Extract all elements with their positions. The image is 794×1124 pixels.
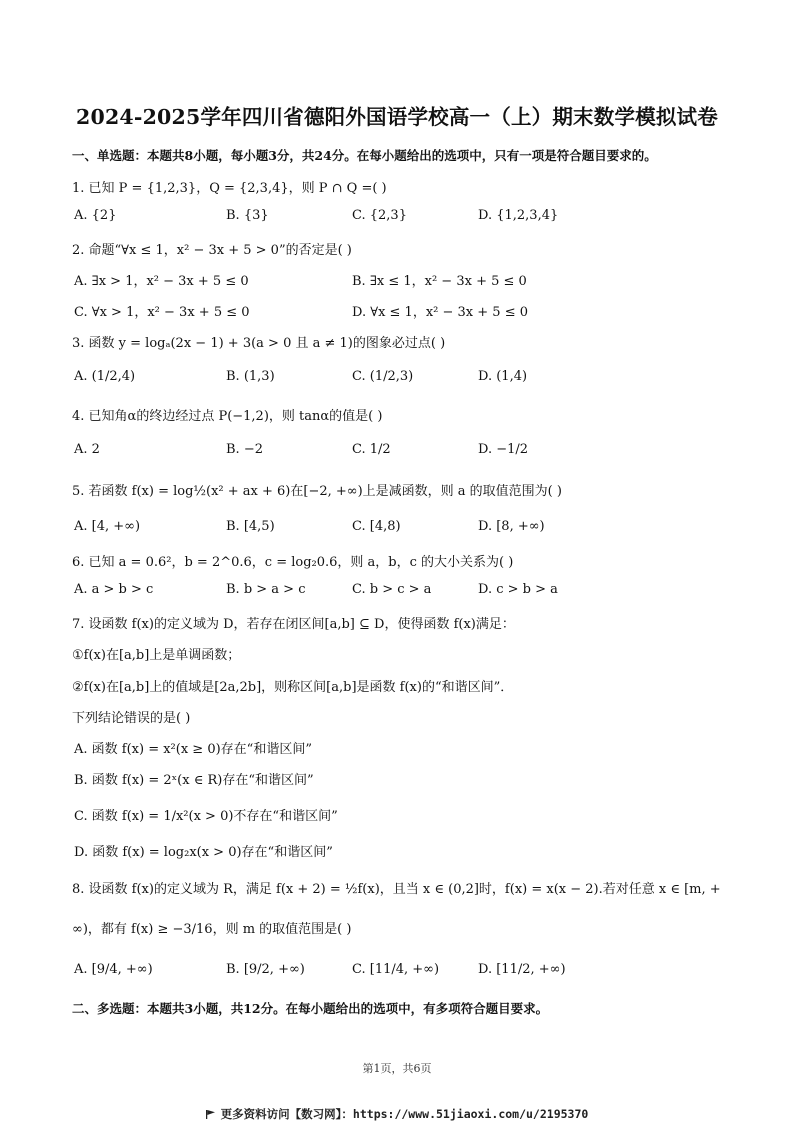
question-7-condition-1: ①f(x)在[a,b]上是单调函数； xyxy=(72,648,241,663)
question-4-stem: 4. 已知角α的终边经过点 P(−1,2)，则 tanα的值是( ) xyxy=(72,409,383,424)
question-7-condition-2: ②f(x)在[a,b]上的值域是[2a,2b]，则称区间[a,b]是函数 f(x)的“和谐区间”． xyxy=(72,680,514,695)
flag-icon xyxy=(206,1110,215,1119)
question-7-ask: 下列结论错误的是( ) xyxy=(72,711,191,726)
question-1-stem: 1. 已知 P = {1,2,3}，Q = {2,3,4}，则 P ∩ Q =( ) xyxy=(72,181,387,196)
promo-banner[interactable] xyxy=(0,1106,794,1122)
question-7-stem: 7. 设函数 f(x)的定义域为 D，若存在闭区间[a,b] ⊆ D，使得函数 f(x)满足： xyxy=(72,617,515,632)
question-4-option-a: A. 2 xyxy=(74,442,100,457)
question-6-option-a: A. a > b > c xyxy=(74,582,154,597)
question-8-stem-line-1: 8. 设函数 f(x)的定义域为 R，满足 f(x + 2) = ½f(x)，且当 x ∈ (0,2]时，f(x) = x(x − 2).若对任意 x ∈ [m, + xyxy=(72,882,721,897)
question-3-option-d: D. (1,4) xyxy=(478,369,528,384)
question-5-option-a: A. [4, +∞) xyxy=(74,519,141,534)
question-5-option-b: B. [4,5) xyxy=(226,519,275,534)
question-6-stem: 6. 已知 a = 0.6²，b = 2^0.6，c = log₂0.6，则 a，b，c 的大小关系为( ) xyxy=(72,555,514,570)
question-7-option-d: D. 函数 f(x) = log₂x(x > 0)存在“和谐区间” xyxy=(74,845,333,860)
question-2-option-c: C. ∀x > 1，x² − 3x + 5 ≤ 0 xyxy=(74,305,250,320)
page-title: 2024-2025学年四川省德阳外国语学校高一（上）期末数学模拟试卷 xyxy=(76,105,718,129)
question-7-option-a: A. 函数 f(x) = x²(x ≥ 0)存在“和谐区间” xyxy=(74,742,312,757)
question-1-option-d: D. {1,2,3,4} xyxy=(478,208,559,223)
question-6-option-c: C. b > c > a xyxy=(352,582,432,597)
question-3-option-c: C. (1/2,3) xyxy=(352,369,414,384)
question-3-stem: 3. 函数 y = logₐ(2x − 1) + 3(a > 0 且 a ≠ 1)的图象必过点( ) xyxy=(72,336,446,351)
question-1-option-a: A. {2} xyxy=(74,208,117,223)
promo-banner-text: 更多资料访问【数习网】：https://www.51jiaoxi.com/u/2195370 xyxy=(220,1107,589,1121)
question-7-option-b: B. 函数 f(x) = 2ˣ(x ∈ R)存在“和谐区间” xyxy=(74,773,314,788)
question-4-option-d: D. −1/2 xyxy=(478,442,529,457)
question-8-option-d: D. [11/2, +∞) xyxy=(478,962,566,977)
section-single-choice-heading: 一、单选题：本题共8小题，每小题3分，共24分。在每小题给出的选项中，只有一项是符合题目要求的。 xyxy=(72,148,657,163)
question-5-stem: 5. 若函数 f(x) = log½(x² + ax + 6)在[−2, +∞)上是减函数，则 a 的取值范围为( ) xyxy=(72,484,562,499)
question-8-stem-line-2: ∞)，都有 f(x) ≥ −3/16，则 m 的取值范围是( ) xyxy=(72,922,352,937)
question-1-option-c: C. {2,3} xyxy=(352,208,407,223)
question-3-option-a: A. (1/2,4) xyxy=(74,369,136,384)
page-number: 第1页，共6页 xyxy=(362,1062,432,1075)
question-2-option-b: B. ∃x ≤ 1，x² − 3x + 5 ≤ 0 xyxy=(352,274,527,289)
question-1-option-b: B. {3} xyxy=(226,208,269,223)
question-8-option-c: C. [11/4, +∞) xyxy=(352,962,440,977)
question-2-option-a: A. ∃x > 1，x² − 3x + 5 ≤ 0 xyxy=(74,274,249,289)
question-3-option-b: B. (1,3) xyxy=(226,369,275,384)
question-6-option-b: B. b > a > c xyxy=(226,582,306,597)
question-2-stem: 2. 命题“∀x ≤ 1，x² − 3x + 5 > 0”的否定是( ) xyxy=(72,243,352,258)
question-4-option-b: B. −2 xyxy=(226,442,263,457)
question-8-option-b: B. [9/2, +∞) xyxy=(226,962,305,977)
question-6-option-d: D. c > b > a xyxy=(478,582,558,597)
question-4-option-c: C. 1/2 xyxy=(352,442,391,457)
question-7-option-c: C. 函数 f(x) = 1/x²(x > 0)不存在“和谐区间” xyxy=(74,809,338,824)
question-2-option-d: D. ∀x ≤ 1，x² − 3x + 5 ≤ 0 xyxy=(352,305,528,320)
question-5-option-d: D. [8, +∞) xyxy=(478,519,545,534)
question-8-option-a: A. [9/4, +∞) xyxy=(74,962,153,977)
question-5-option-c: C. [4,8) xyxy=(352,519,401,534)
section-multiple-choice-heading: 二、多选题：本题共3小题，共12分。在每小题给出的选项中，有多项符合题目要求。 xyxy=(72,1001,549,1016)
